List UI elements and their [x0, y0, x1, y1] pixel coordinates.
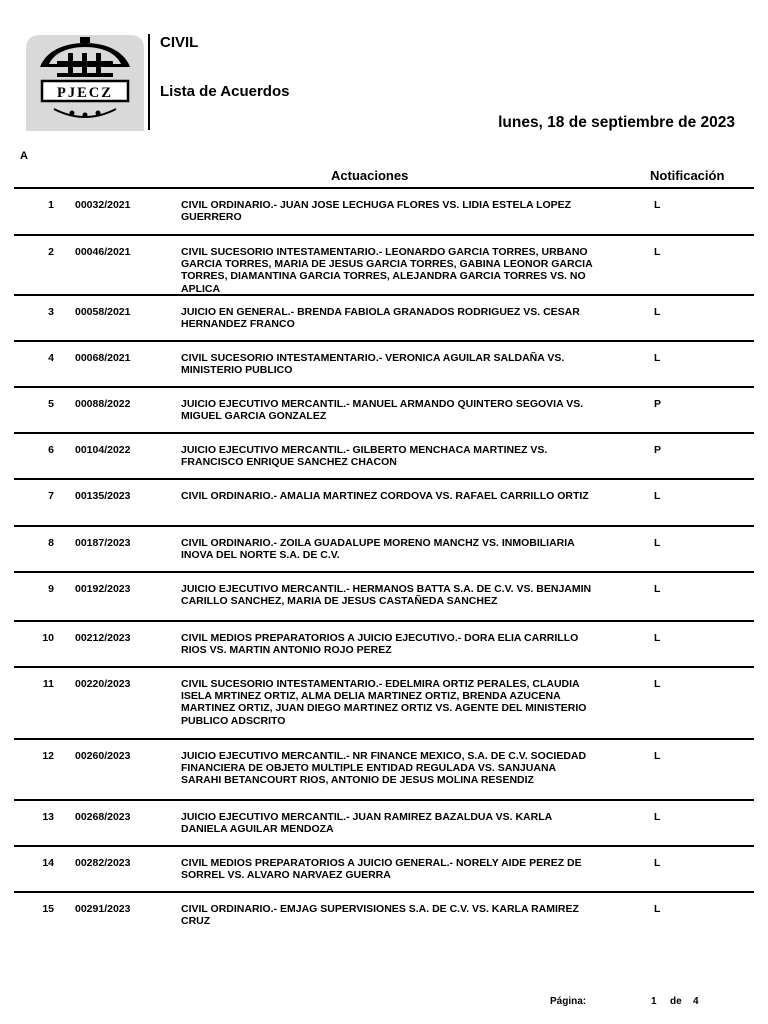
case-number: 00260/2023 — [75, 750, 131, 762]
list-date: lunes, 18 de septiembre de 2023 — [498, 114, 735, 131]
table-row — [14, 847, 754, 893]
section-title: CIVIL — [160, 34, 199, 51]
case-description: JUICIO EJECUTIVO MERCANTIL.- JUAN RAMIREZ BAZALDUA VS. KARLA DANIELA AGUILAR MENDOZA — [181, 811, 552, 836]
notification-type: L — [654, 199, 661, 211]
case-number: 00282/2023 — [75, 857, 131, 869]
page-total: 4 — [693, 996, 699, 1007]
case-number: 00220/2023 — [75, 678, 131, 690]
row-number: 15 — [42, 903, 54, 915]
row-number: 13 — [42, 811, 54, 823]
table-row — [14, 573, 754, 622]
notification-type: L — [654, 811, 661, 823]
table-row — [14, 668, 754, 740]
case-description: CIVIL MEDIOS PREPARATORIOS A JUICIO EJECUTIVO.- DORA ELIA CARRILLO RIOS VS. MARTIN ANTONIO ROJO PEREZ — [181, 632, 579, 657]
page-number: 1 — [651, 996, 657, 1007]
row-number: 6 — [48, 444, 54, 456]
notification-type: L — [654, 306, 661, 318]
case-number: 00187/2023 — [75, 537, 131, 549]
notification-type: L — [654, 632, 661, 644]
case-description: CIVIL SUCESORIO INTESTAMENTARIO.- LEONARDO GARCIA TORRES, URBANO GARCIA TORRES, MARIA DE JESUS GARCIA TORRES, GABINA LEONOR GARCIA TORRES, DIAMANTINA GARCIA TORRES, ALEJANDRA GARCIA TORRES VS. NO APLICA — [181, 246, 593, 295]
row-number: 14 — [42, 857, 54, 869]
notification-type: L — [654, 583, 661, 595]
row-number: 2 — [48, 246, 54, 258]
notification-type: L — [654, 903, 661, 915]
row-number: 12 — [42, 750, 54, 762]
case-number: 00068/2021 — [75, 352, 131, 364]
case-number: 00046/2021 — [75, 246, 131, 258]
row-number: 7 — [48, 490, 54, 502]
case-description: CIVIL ORDINARIO.- AMALIA MARTINEZ CORDOVA VS. RAFAEL CARRILLO ORTIZ — [181, 490, 589, 502]
case-number: 00058/2021 — [75, 306, 131, 318]
table-row — [14, 622, 754, 668]
case-number: 00088/2022 — [75, 398, 131, 410]
case-description: JUICIO EJECUTIVO MERCANTIL.- GILBERTO MENCHACA MARTINEZ VS. FRANCISCO ENRIQUE SANCHEZ CHACON — [181, 444, 548, 469]
table-row — [14, 189, 754, 236]
row-number: 9 — [48, 583, 54, 595]
table-row — [14, 480, 754, 527]
notification-type: P — [654, 398, 662, 410]
case-description: CIVIL SUCESORIO INTESTAMENTARIO.- VERONICA AGUILAR SALDAÑA VS. MINISTERIO PUBLICO — [181, 352, 565, 377]
row-number: 10 — [42, 632, 54, 644]
case-description: CIVIL ORDINARIO.- EMJAG SUPERVISIONES S.A. DE C.V. VS. KARLA RAMIREZ CRUZ — [181, 903, 579, 928]
table-row — [14, 342, 754, 388]
page-title: Lista de Acuerdos — [160, 83, 290, 100]
case-number: 00032/2021 — [75, 199, 131, 211]
table-row — [14, 893, 754, 937]
table-row — [14, 527, 754, 573]
table-row — [14, 388, 754, 434]
table-row — [14, 740, 754, 801]
logo-text: PJECZ — [57, 85, 113, 101]
case-description: CIVIL SUCESORIO INTESTAMENTARIO.- EDELMIRA ORTIZ PERALES, CLAUDIA ISELA MRTINEZ ORTIZ, ALMA DELIA MARTINEZ ORTIZ, BRENDA AZUCENA MARTINEZ ORTIZ, JUAN DIEGO MARTINEZ ORTIZ VS. AGENTE DEL MINISTERIO PUBLICO ADSCRITO — [181, 678, 587, 727]
row-number: 3 — [48, 306, 54, 318]
case-number: 00135/2023 — [75, 490, 131, 502]
case-number: 00268/2023 — [75, 811, 131, 823]
case-description: CIVIL MEDIOS PREPARATORIOS A JUICIO GENERAL.- NORELY AIDE PEREZ DE SORREL VS. ALVARO NARVAEZ GUERRA — [181, 857, 582, 882]
header-divider — [148, 34, 150, 130]
case-description: JUICIO EN GENERAL.- BRENDA FABIOLA GRANADOS RODRIGUEZ VS. CESAR HERNANDEZ FRANCO — [181, 306, 580, 331]
page-label: Página: — [550, 996, 587, 1007]
case-number: 00192/2023 — [75, 583, 131, 595]
case-description: CIVIL ORDINARIO.- ZOILA GUADALUPE MORENO MANCHZ VS. INMOBILIARIA INOVA DEL NORTE S.A. DE C.V. — [181, 537, 575, 562]
row-number: 5 — [48, 398, 54, 410]
group-letter: A — [20, 150, 28, 162]
notification-type: L — [654, 857, 661, 869]
case-number: 00212/2023 — [75, 632, 131, 644]
notification-type: P — [654, 444, 662, 456]
notification-type: L — [654, 537, 661, 549]
case-number: 00291/2023 — [75, 903, 131, 915]
case-number: 00104/2022 — [75, 444, 131, 456]
notification-type: L — [654, 678, 661, 690]
table-row — [14, 236, 754, 296]
case-description: JUICIO EJECUTIVO MERCANTIL.- HERMANOS BATTA S.A. DE C.V. VS. BENJAMIN CARILLO SANCHEZ, MARIA DE JESUS CASTAÑEDA SANCHEZ — [181, 583, 592, 608]
notification-type: L — [654, 246, 661, 258]
notification-type: L — [654, 750, 661, 762]
case-description: JUICIO EJECUTIVO MERCANTIL.- MANUEL ARMANDO QUINTERO SEGOVIA VS. MIGUEL GARCIA GONZALEZ — [181, 398, 584, 423]
case-description: CIVIL ORDINARIO.- JUAN JOSE LECHUGA FLORES VS. LIDIA ESTELA LOPEZ GUERRERO — [181, 199, 572, 224]
table-row — [14, 434, 754, 480]
page-of: de — [670, 996, 682, 1007]
row-number: 1 — [48, 199, 54, 211]
table-row — [14, 296, 754, 342]
notification-type: L — [654, 352, 661, 364]
table-row — [14, 801, 754, 847]
column-header-notificacion: Notificación — [650, 168, 725, 183]
row-number: 11 — [42, 678, 54, 690]
case-description: JUICIO EJECUTIVO MERCANTIL.- NR FINANCE MEXICO, S.A. DE C.V. SOCIEDAD FINANCIERA DE OBJETO MULTIPLE ENTIDAD REGULADA VS. SANJUANA SARAHI BETANCOURT RIOS, ANTONIO DE JESUS MOLINA RESENDIZ — [181, 750, 587, 787]
row-number: 4 — [48, 352, 54, 364]
row-number: 8 — [48, 537, 54, 549]
notification-type: L — [654, 490, 661, 502]
pjecz-logo — [24, 33, 146, 131]
column-header-actuaciones: Actuaciones — [331, 168, 409, 183]
